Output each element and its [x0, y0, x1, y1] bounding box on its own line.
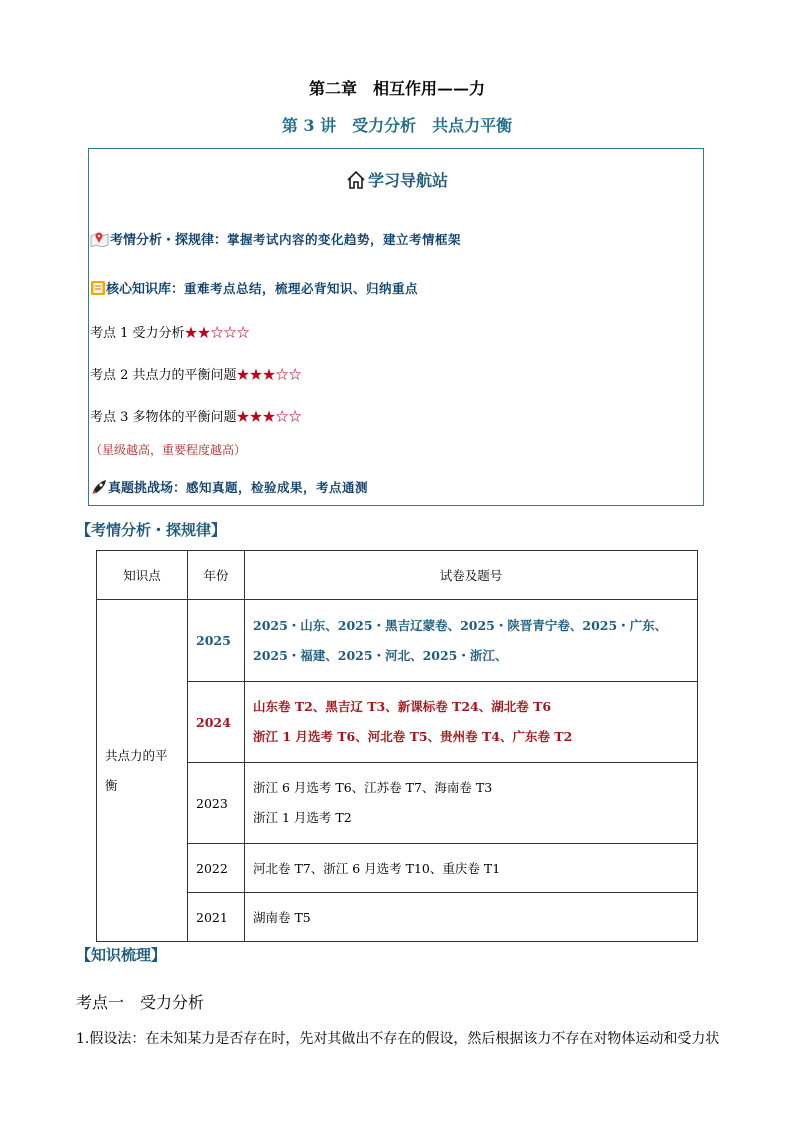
exam-table [96, 550, 698, 942]
table-row [97, 600, 698, 682]
year-cell: 2022 [188, 844, 245, 893]
nav-challenge-desc: 感知真题，检验成果，考点通测 [186, 480, 369, 495]
kaodian-2-label: 考点 2 共点力的平衡问题 [90, 368, 237, 383]
kaodian-3-stars-empty: ☆☆ [275, 410, 302, 425]
kaodian-1-stars-empty: ☆☆☆ [210, 326, 250, 341]
year-cell: 2023 [188, 763, 245, 844]
nav-knowledge-desc: 重难考点总结，梳理必背知识、归纳重点 [184, 281, 419, 296]
nav-knowledge-label: 核心知识库： [106, 282, 185, 297]
kaodian-2-stars-empty: ☆☆ [275, 368, 302, 383]
kaodian-1-stars-filled: ★★ [184, 326, 211, 341]
star-level-note: （星级越高，重要程度越高） [90, 443, 247, 457]
kaodian-3-item [90, 406, 302, 425]
year-cell: 2025 [188, 600, 245, 682]
header-papers: 试卷及题号 [245, 551, 698, 600]
map-pin-icon [90, 231, 110, 251]
papers-cell: 湖南卷 T5 [245, 893, 698, 942]
nav-knowledge-line [90, 278, 418, 300]
lesson-title: 第 3 讲 受力分析 共点力平衡 [281, 116, 513, 135]
papers-cell: 河北卷 T7、浙江 6 月选考 T10、重庆卷 T1 [245, 844, 698, 893]
kaodian-3-label: 考点 3 多物体的平衡问题 [90, 410, 237, 425]
section-knowledge-title: 【知识梳理】 [76, 946, 167, 964]
rocket-icon [90, 479, 108, 499]
kaodian-1-title: 考点一 受力分析 [76, 993, 205, 1012]
table-header-row [97, 551, 698, 600]
header-year: 年份 [188, 551, 245, 600]
kaodian-3-stars-filled: ★★★ [236, 410, 276, 425]
papers-cell: 浙江 6 月选考 T6、江苏卷 T7、海南卷 T3 浙江 1 月选考 T2 [245, 763, 698, 844]
nav-challenge-label: 真题挑战场： [108, 481, 187, 496]
nav-analysis-line [90, 229, 461, 251]
nav-title-text: 学习导航站 [367, 171, 448, 190]
table-row [97, 844, 698, 893]
kaodian-2-item [90, 364, 302, 383]
papers-cell: 山东卷 T2、黑吉辽 T3、新课标卷 T24、湖北卷 T6 浙江 1 月选考 T6、河北卷 T5、贵州卷 T4、广东卷 T2 [245, 682, 698, 763]
year-cell: 2024 [188, 682, 245, 763]
year-cell: 2021 [188, 893, 245, 942]
book-icon [90, 280, 106, 300]
nav-title [0, 168, 794, 194]
papers-cell: 2025・山东、2025・黑吉辽蒙卷、2025・陕晋青宁卷、2025・广东、 2025・福建、2025・河北、2025・浙江、 [245, 600, 698, 682]
table-row [97, 682, 698, 763]
home-icon [346, 170, 366, 194]
kaodian-1-item [90, 322, 250, 341]
chapter-title: 第二章 相互作用——力 [308, 79, 485, 98]
section-analysis-title: 【考情分析・探规律】 [76, 521, 227, 539]
kaodian-1-label: 考点 1 受力分析 [90, 326, 185, 341]
nav-analysis-desc: 掌握考试内容的变化趋势，建立考情框架 [227, 232, 462, 247]
nav-analysis-label: 考情分析・探规律： [110, 233, 228, 248]
kaodian-2-stars-filled: ★★★ [236, 368, 276, 383]
paragraph-1: 1.假设法：在未知某力是否存在时，先对其做出不存在的假设，然后根据该力不存在对物体运动和受力状 [76, 1031, 720, 1047]
topic-cell: 共点力的平 衡 [97, 600, 188, 942]
table-row [97, 893, 698, 942]
table-row [97, 763, 698, 844]
header-topic: 知识点 [97, 551, 188, 600]
nav-challenge-line [90, 477, 368, 499]
